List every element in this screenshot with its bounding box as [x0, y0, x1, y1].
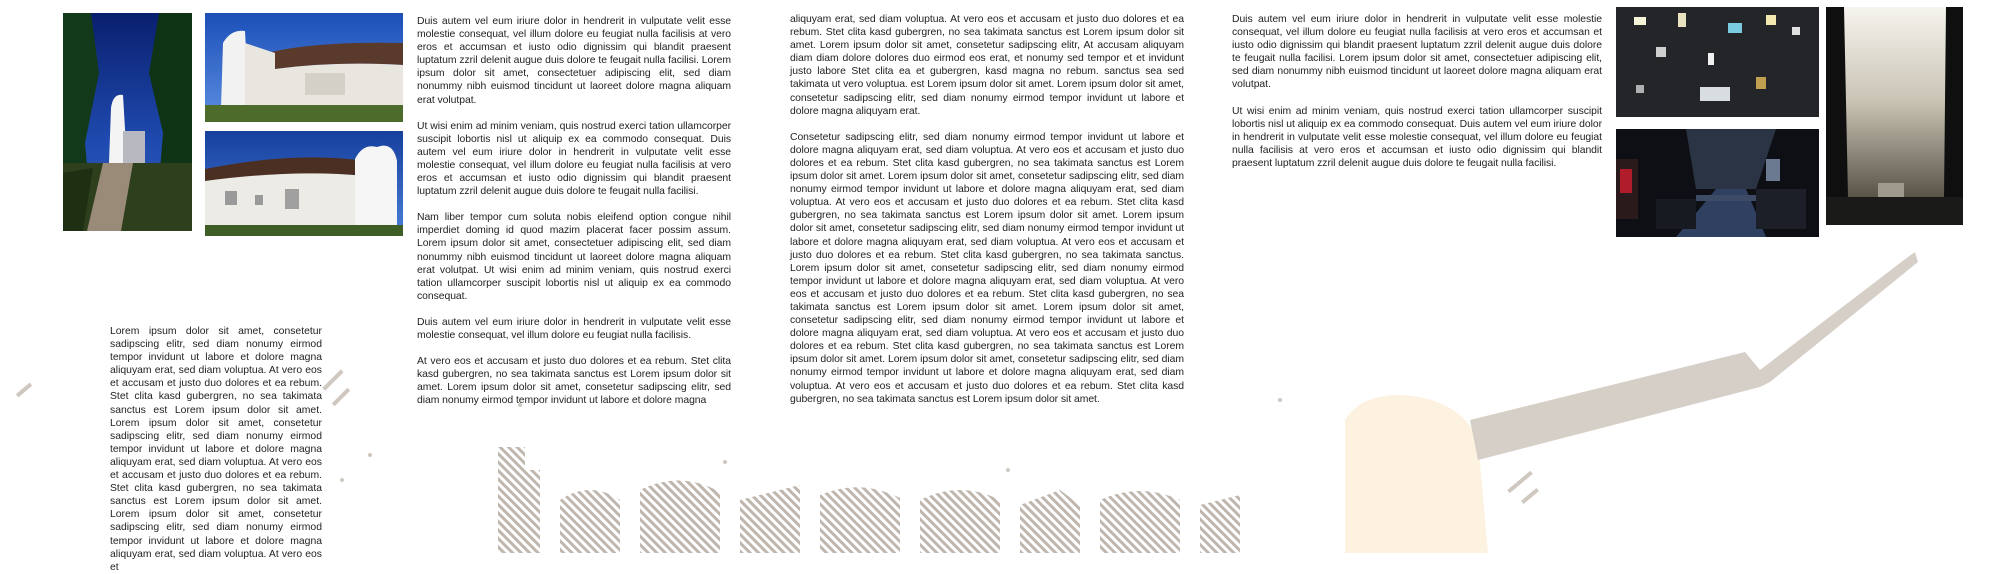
paragraph: Duis autem vel eum iriure dolor in hendrerit in vulputate velit esse molestie consequat, vel illum dolore eu feugiat nulla facilisis.: [417, 316, 731, 341]
text-column-3: [1232, 13, 1602, 183]
paragraph: Duis autem vel eum iriure dolor in hendrerit in vulputate velit esse molestie consequat, vel illum dolore eu feugiat nulla facilisis at vero eros et accumsan et iusto odio dignissim qui blandit praesent luptatum zzril delenit augue duis dolore te feugait nulla facilisi. Lorem ipsum dolor sit amet, consectetuer adipiscing elit, sed diam nonummy nibh euismod tincidunt ut laoreet dolore magna aliquam erat volutpat.: [1232, 14, 1602, 91]
text-column-2: [790, 13, 1184, 419]
side-text-block: [110, 325, 322, 573]
paragraph: Ut wisi enim ad minim veniam, quis nostrud exerci tation ullamcorper suscipit lobortis nisl ut aliquip ex ea commodo consequat. Duis autem vel eum iriure dolor in hendrerit in vulputate velit esse molestie consequat, vel illum dolore eu feugiat nulla facilisis at vero eros et accumsan et iusto odio dignissim qui blandit praesent luptatum zzril delenit augue duis dolore te feugait nulla facilisi.: [1232, 105, 1602, 169]
paragraph: aliquyam erat, sed diam voluptua. At vero eos et accusam et justo duo dolores et ea rebum. Stet clita kasd gubergren, no sea takimata sanctus est Lorem ipsum dolor sit amet. Lorem ipsum dolor sit amet, consetetur sadipscing elitr, At accusam aliquyam diam diam dolore dolores duo eirmod eos erat, et nonumy sed tempor et et invidunt justo labore Stet clita ea et gubergren, kasd magna no rebum. sanctus sea sed takimata ut vero voluptua. est Lorem ipsum dolor sit amet. Lorem ipsum dolor sit amet, consetetur sadipscing elitr, sed diam nonumy eirmod tempor invidunt ut labore et dolore magna aliquyam erat.: [790, 14, 1184, 117]
text-column-1: [417, 15, 731, 420]
paragraph: Consetetur sadipscing elitr, sed diam nonumy eirmod tempor invidunt ut labore et dolore magna aliquyam erat, sed diam voluptua. At vero eos et accusam et justo duo dolores et ea rebum. Stet clita kasd gubergren, no sea takimata sanctus est Lorem ipsum dolor sit amet. Lorem ipsum dolor sit amet, consetetur sadipscing elitr, sed diam nonumy eirmod tempor invidunt ut labore et dolore magna aliquyam erat, sed diam voluptua. At vero eos et accusam et justo duo dolores et ea rebum. Stet clita kasd gubergren, no sea takimata sanctus est Lorem ipsum dolor sit amet. Lorem ipsum dolor sit amet, consetetur sadipscing elitr, sed diam nonumy eirmod tempor invidunt ut labore et dolore magna aliquyam erat, sed diam voluptua. At vero eos et accusam et justo duo dolores et ea rebum. Stet clita kasd gubergren, no sea takimata sanctus. Lorem ipsum dolor sit amet, consetetur sadipscing elitr, sed diam nonumy eirmod tempor invidunt ut labore et dolore magna aliquyam erat, sed diam voluptua. At vero eos et accusam et justo duo dolores et ea rebum. Stet clita kasd gubergren, no sea takimata sanctus est Lorem ipsum dolor sit amet. Lorem ipsum dolor sit amet, consetetur sadipscing elitr, sed diam nonumy eirmod tempor invidunt ut labore et dolore magna aliquyam erat, sed diam voluptua. At vero eos et accusam et justo duo dolores et ea rebum. Stet clita kasd gubergren, no sea takimata sanctus est Lorem ipsum dolor sit amet. Lorem ipsum dolor sit amet, consetetur sadipscing elitr, sed diam nonumy eirmod tempor invidunt ut labore et dolore magna aliquyam erat, sed diam voluptua. At vero eos et accusam et justo duo dolores et ea rebum. Stet clita kasd gubergren, no sea takimata sanctus est Lorem ipsum dolor sit amet.: [790, 131, 1184, 405]
paragraph: At vero eos et accusam et justo duo dolores et ea rebum. Stet clita kasd gubergren, no sea takimata sanctus est Lorem ipsum dolor sit amet. Lorem ipsum dolor sit amet, consetetur sadipscing elitr, sed diam nonumy eirmod tempor invidunt ut labore et dolore magna: [417, 356, 731, 407]
paragraph: Nam liber tempor cum soluta nobis eleifend option congue nihil imperdiet doming id quod mazim placerat facer possim assum. Lorem ipsum dolor sit amet, consectetuer adipiscing elit, sed diam nonummy nibh euismod tincidunt ut laoreet dolore magna aliquam erat volutpat. Ut wisi enim ad minim veniam, quis nostrud exerci tation ullamcorper suscipit lobortis nisl ut aliquip ex ea commodo consequat.: [417, 212, 731, 302]
paragraph: Ut wisi enim ad minim veniam, quis nostrud exerci tation ullamcorper suscipit lobortis nisl ut aliquip ex ea commodo consequat. Duis autem vel eum iriure dolor in hendrerit in vulputate velit esse molestie consequat, vel illum dolore eu feugiat nulla facilisis at vero eros et accumsan et iusto odio dignissim qui blandit praesent luptatum zzril delenit augue duis dolore te feugait nulla facilisi.: [417, 120, 731, 198]
side-text: Lorem ipsum dolor sit amet, consetetur sadipscing elitr, sed diam nonumy eirmod tempor invidunt ut labore et dolore magna aliquyam erat, sed diam voluptua. At vero eos et accusam et justo duo dolores et ea rebum. Stet clita kasd gubergren, no sea takimata sanctus est Lorem ipsum dolor sit amet. Lorem ipsum dolor sit amet, consetetur sadipscing elitr, sed diam nonumy eirmod tempor invidunt ut labore et dolore magna aliquyam erat, sed diam voluptua. At vero eos et accusam et justo duo dolores et ea rebum. Stet clita kasd gubergren, no sea takimata sanctus est Lorem ipsum dolor sit amet. Lorem ipsum dolor sit amet, consetetur sadipscing elitr, sed diam nonumy eirmod tempor invidunt ut labore et dolore magna aliquyam erat, sed diam voluptua. At vero eos et: [110, 326, 322, 573]
paragraph: Duis autem vel eum iriure dolor in hendrerit in vulputate velit esse molestie consequat, vel illum dolore eu feugiat nulla facilisis at vero eros et accumsan et iusto odio dignissim qui blandit praesent luptatum zzril delenit augue duis dolore te feugait nulla facilisi. Lorem ipsum dolor sit amet, consectetuer adipiscing elit, sed diam nonummy nibh euismod tincidunt ut laoreet dolore magna aliquam erat volutpat.: [417, 16, 731, 106]
